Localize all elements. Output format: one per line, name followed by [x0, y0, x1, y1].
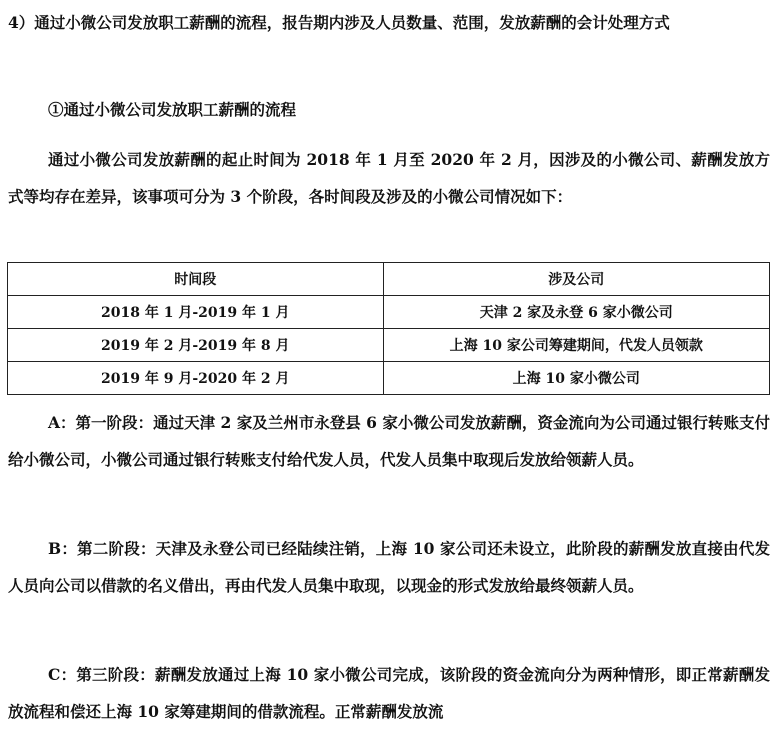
table-cell-company: 上海 10 家公司筹建期间，代发人员领款 [383, 329, 769, 362]
subsection-heading: ①通过小微公司发放职工薪酬的流程 [48, 100, 297, 119]
table-row [8, 296, 770, 329]
table-row [8, 329, 770, 362]
section-heading: 4）通过小微公司发放职工薪酬的流程，报告期内涉及人员数量、范围，发放薪酬的会计处理方式 [8, 13, 670, 32]
period-company-table [7, 262, 770, 395]
stage-b-paragraph: B：第二阶段：天津及永登公司已经陆续注销，上海 10 家公司还未设立，此阶段的薪酬发放直接由代发人员向公司以借款的名义借出，再由代发人员集中取现，以现金的形式发放给最终领薪人员。 [8, 539, 770, 595]
table-row [8, 362, 770, 395]
table-cell-period: 2019 年 9 月-2020 年 2 月 [8, 362, 384, 395]
intro-paragraph: 通过小微公司发放薪酬的起止时间为 2018 年 1 月至 2020 年 2 月，因涉及的小微公司、薪酬发放方式等均存在差异，该事项可分为 3 个阶段，各时间段及涉及的小微公司情况如下： [8, 150, 770, 206]
table-cell-period: 2019 年 2 月-2019 年 8 月 [8, 329, 384, 362]
stage-c-paragraph: C：第三阶段：薪酬发放通过上海 10 家小微公司完成，该阶段的资金流向分为两种情形，即正常薪酬发放流程和偿还上海 10 家筹建期间的借款流程。正常薪酬发放流 [8, 665, 770, 721]
table-cell-company: 天津 2 家及永登 6 家小微公司 [383, 296, 769, 329]
stage-a-paragraph: A：第一阶段：通过天津 2 家及兰州市永登县 6 家小微公司发放薪酬，资金流向为公司通过银行转账支付给小微公司，小微公司通过银行转账支付给代发人员，代发人员集中取现后发放给领薪人员。 [8, 413, 770, 469]
table-header-company: 涉及公司 [383, 263, 769, 296]
table-cell-company: 上海 10 家小微公司 [383, 362, 769, 395]
table-header-period: 时间段 [8, 263, 384, 296]
table-cell-period: 2018 年 1 月-2019 年 1 月 [8, 296, 384, 329]
table-header-row [8, 263, 770, 296]
